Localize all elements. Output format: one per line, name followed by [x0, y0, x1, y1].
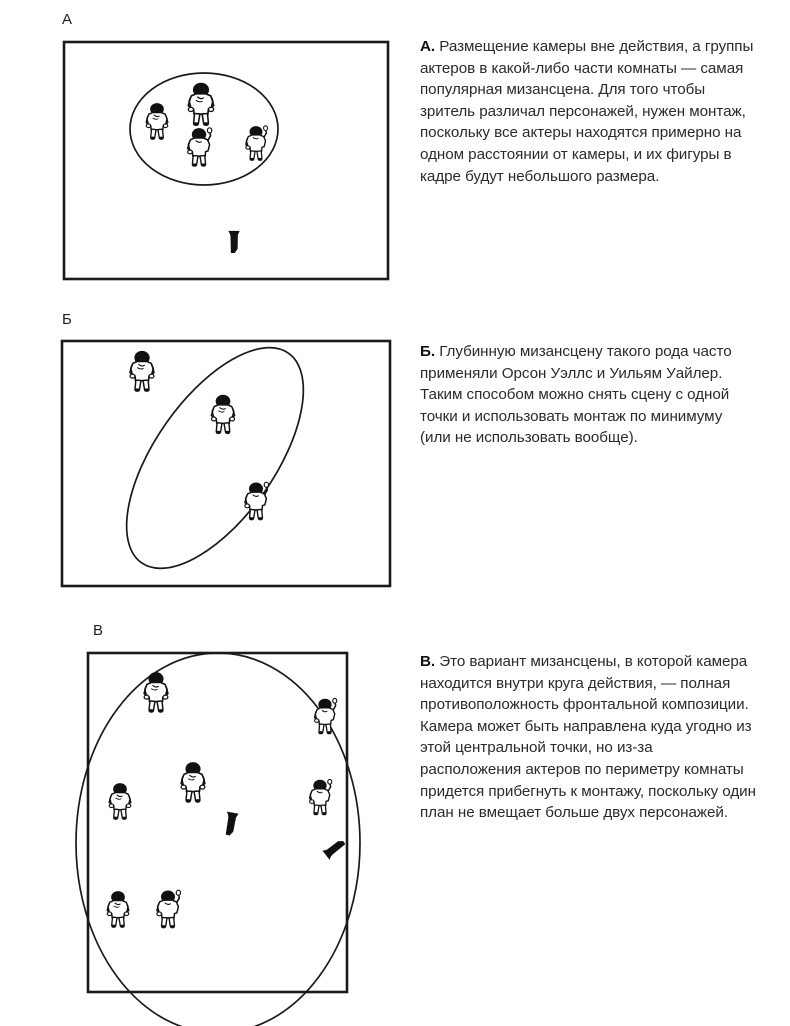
diagram-c	[0, 610, 410, 1026]
panel-label-a: A	[62, 11, 73, 28]
figure-panel-a	[0, 0, 410, 300]
caption-c	[420, 651, 756, 824]
caption-a-body: Размещение камеры вне действия, а группы актеров в какой-либо части комнаты — самая популярная мизансцена. Для того чтобы зритель различал персонажей, нужен монтаж, поскольку все актеры находятся примерно на одном расстоянии от камеры, и их фигуры в кадре будут небольшого размера.	[420, 38, 754, 185]
room-frame-c	[88, 653, 347, 992]
actor-figure	[315, 698, 337, 734]
diagram-b	[0, 300, 410, 610]
panel-label-b: Б	[62, 311, 73, 328]
actor-figure	[107, 891, 129, 928]
caption-c-prefix: В.	[420, 653, 436, 670]
diagram-a	[0, 0, 410, 300]
figure-panel-c	[0, 610, 410, 1026]
caption-b-prefix: Б.	[420, 343, 436, 360]
room-frame-b	[62, 341, 390, 586]
camera-icon	[223, 812, 239, 837]
panel-label-c: В	[93, 622, 104, 639]
room-frame-a	[64, 42, 388, 279]
figure-panel-b	[0, 300, 410, 610]
caption-c-body: Это вариант мизансцены, в которой камера находится внутри круга действия, — полная противоположность фронтальной композиции. Камера может быть направлена куда угодно из этой центральной точки, но из-за расположения актеров по периметру комнаты придется прибегнуть к монтажу, поскольку один план не вмещает больше двух персонажей.	[420, 653, 756, 822]
caption-a-prefix: A.	[420, 38, 436, 55]
actor-figure	[109, 783, 131, 820]
caption-a	[420, 36, 756, 187]
actor-figure	[310, 779, 332, 815]
actor-figure	[157, 890, 181, 928]
caption-b-body: Глубинную мизансцену такого рода часто применяли Орсон Уэллс и Уильям Уайлер. Таким способом можно снять сцену с одной точки и использовать монтаж по минимуму (или не использовать вообще).	[420, 343, 732, 447]
actor-figure	[181, 762, 205, 803]
caption-b	[420, 341, 756, 449]
